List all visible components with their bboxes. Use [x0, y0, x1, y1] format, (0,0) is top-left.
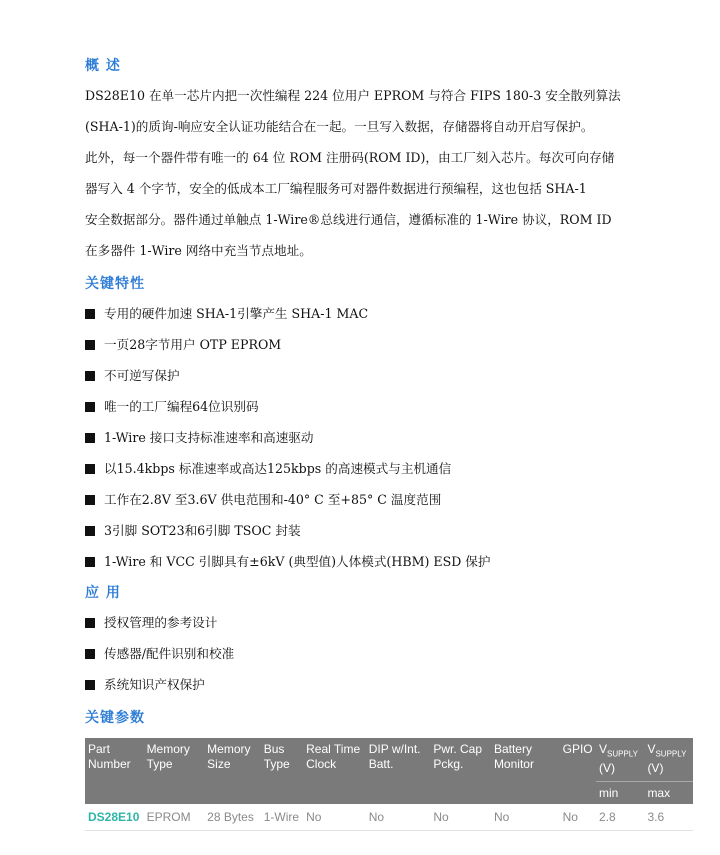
params-heading: 关键参数: [85, 710, 145, 726]
key-parameters-table: [85, 738, 693, 831]
list-item: 唯一的工厂编程64位识别码: [85, 391, 491, 422]
cell-memory-type: EPROM: [144, 804, 205, 831]
list-item: 1-Wire 接口支持标准速率和高速驱动: [85, 422, 491, 453]
bullet-square-icon: [85, 680, 95, 690]
cell-vmax: 3.6: [644, 804, 693, 831]
cell-memory-size: 28 Bytes: [204, 804, 261, 831]
cell-vmin: 2.8: [596, 804, 644, 831]
list-item: 工作在2.8V 至3.6V 供电范围和-40° C 至+85° C 温度范围: [85, 484, 491, 515]
list-item: 专用的硬件加速 SHA-1引擎产生 SHA-1 MAC: [85, 298, 491, 329]
col-memory-type: Memory Type: [144, 738, 205, 782]
bullet-square-icon: [85, 649, 95, 659]
col-bus-type: Bus Type: [261, 738, 303, 782]
list-item: 1-Wire 和 VCC 引脚具有±6kV (典型值)人体模式(HBM) ESD 保护: [85, 546, 491, 577]
bullet-square-icon: [85, 495, 95, 505]
bullet-square-icon: [85, 433, 95, 443]
overview-line: 安全数据部分。器件通过单触点 1-Wire®总线进行通信，遵循标准的 1-Wire 协议，ROM ID: [85, 212, 612, 227]
max-subheader: max: [644, 782, 693, 805]
overview-line: 器写入 4 个字节，安全的低成本工厂编程服务可对器件数据进行预编程，这也包括 SHA-1: [85, 181, 587, 196]
overview-line: 在多器件 1-Wire 网络中充当节点地址。: [85, 243, 312, 258]
col-vsupply-min: $V_{SUPPLY}$ (V): [596, 738, 644, 782]
applications-list: [85, 607, 234, 700]
overview-line: (SHA-1)的质询-响应安全认证功能结合在一起。一旦写入数据，存储器将自动开启写保护。: [85, 119, 594, 134]
list-item: 不可逆写保护: [85, 360, 491, 391]
bullet-square-icon: [85, 402, 95, 412]
cell-battery: No: [491, 804, 560, 831]
bullet-square-icon: [85, 464, 95, 474]
bullet-square-icon: [85, 618, 95, 628]
overview-line: 此外，每一个器件带有唯一的 64 位 ROM 注册码(ROM ID)，由工厂刻入芯片。每次可向存储: [85, 150, 615, 165]
list-item: 以15.4kbps 标准速率或高达125kbps 的高速模式与主机通信: [85, 453, 491, 484]
overview-paragraph: [85, 80, 645, 266]
overview-line: DS28E10 在单一芯片内把一次性编程 224 位用户 EPROM 与符合 FIPS 180-3 安全散列算法: [85, 88, 621, 103]
bullet-square-icon: [85, 340, 95, 350]
cell-pwr-cap: No: [430, 804, 491, 831]
bullet-square-icon: [85, 526, 95, 536]
cell-gpio: No: [560, 804, 596, 831]
col-part-number: Part Number: [85, 738, 144, 782]
col-battery: Battery Monitor: [491, 738, 560, 782]
part-number-link[interactable]: DS28E10: [85, 804, 144, 831]
table-row: [85, 804, 693, 831]
bullet-square-icon: [85, 371, 95, 381]
list-item: 系统知识产权保护: [85, 669, 234, 700]
applications-heading: 应 用: [85, 585, 121, 601]
features-list: [85, 298, 491, 577]
col-vsupply-max: $V_{SUPPLY}$ (V): [644, 738, 693, 782]
bullet-square-icon: [85, 309, 95, 319]
features-heading: 关键特性: [85, 276, 145, 292]
cell-dip: No: [366, 804, 431, 831]
cell-bus-type: 1-Wire: [261, 804, 303, 831]
list-item: 传感器/配件识别和校准: [85, 638, 234, 669]
col-memory-size: Memory Size: [204, 738, 261, 782]
overview-heading: 概 述: [85, 58, 121, 74]
list-item: 3引脚 SOT23和6引脚 TSOC 封装: [85, 515, 491, 546]
bullet-square-icon: [85, 557, 95, 567]
cell-rtc: No: [303, 804, 366, 831]
col-pwr-cap: Pwr. Cap Pckg.: [430, 738, 491, 782]
min-subheader: min: [596, 782, 644, 805]
col-dip: DIP w/Int. Batt.: [366, 738, 431, 782]
list-item: 一页28字节用户 OTP EPROM: [85, 329, 491, 360]
list-item: 授权管理的参考设计: [85, 607, 234, 638]
col-rtc: Real Time Clock: [303, 738, 366, 782]
col-gpio: GPIO: [560, 738, 596, 782]
